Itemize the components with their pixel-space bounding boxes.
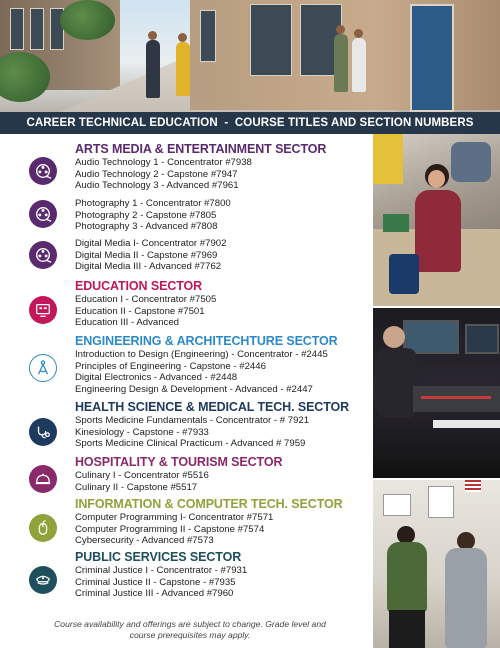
photo-student-face	[383, 326, 405, 348]
photo-flag	[465, 480, 481, 492]
course-group	[75, 198, 231, 233]
course-item: Photography 2 - Capstone #7805	[75, 209, 217, 221]
hero-window	[200, 10, 216, 62]
course-item: Sports Medicine Clinical Practicum - Advanced # 7959	[75, 438, 306, 450]
photo-student-pants	[389, 610, 425, 648]
course-item: Digital Media I- Concentrator #7902	[75, 238, 227, 249]
course-item: Audio Technology 3 - Advanced #7961	[75, 180, 239, 192]
film-reel-icon	[29, 200, 57, 228]
hero-window	[30, 8, 44, 50]
course-item: Sports Medicine Fundamentals - Concentrator - # 7921	[75, 415, 310, 426]
photo-wall-frame	[428, 486, 454, 518]
course-item: Photography 3 - Advanced #7808	[75, 221, 218, 233]
course-group	[75, 512, 273, 547]
compass-icon	[29, 354, 57, 382]
photo-student	[377, 348, 417, 418]
photo-student-uniform	[387, 542, 427, 612]
photo-column	[373, 134, 500, 648]
course-item: Criminal Justice I - Concentrator - #7931	[75, 565, 248, 576]
hero-student-head	[148, 31, 157, 40]
hero-student	[146, 40, 160, 98]
sector-title: HEALTH SCIENCE & MEDICAL TECH. SECTOR	[75, 400, 350, 414]
photo-criminal-justice	[373, 480, 500, 648]
hero-tree	[60, 0, 115, 40]
course-item: Photography 1 - Concentrator #7800	[75, 198, 231, 209]
course-item: Introduction to Design (Engineering) - Concentrator - #2445	[75, 349, 328, 360]
hero-student	[334, 34, 348, 92]
sector-title: EDUCATION SECTOR	[75, 279, 203, 293]
photo-circuit-board	[383, 214, 409, 232]
course-group	[75, 238, 226, 273]
photo-chair	[389, 254, 419, 294]
course-item: Culinary I - Concentrator #5516	[75, 470, 209, 481]
stethoscope-icon	[29, 418, 57, 446]
sector-title: ENGINEERING & ARCHITECHTURE SECTOR	[75, 334, 338, 348]
title-banner	[0, 112, 500, 134]
course-group	[75, 565, 247, 600]
course-item: Principles of Engineering - Capstone - #2446	[75, 360, 266, 372]
hero-campus-photo	[0, 0, 500, 112]
course-item: Digital Media III - Advanced #7762	[75, 261, 222, 273]
course-group	[75, 157, 252, 192]
photo-student-hoodie	[445, 548, 487, 648]
cloche-icon	[29, 465, 57, 493]
footnote-line: Course availability and offerings are subject to change. Grade level and	[54, 619, 326, 629]
course-group	[75, 470, 209, 493]
hero-student-head	[178, 33, 187, 42]
photo-student	[415, 190, 461, 272]
hero-student-head	[354, 29, 363, 38]
course-item: Criminal Justice III - Advanced #7960	[75, 588, 234, 600]
film-reel-icon	[29, 157, 57, 185]
photo-console-lights	[421, 396, 491, 399]
photo-wall-frame	[383, 494, 411, 516]
course-group	[75, 294, 216, 329]
photo-monitor	[465, 324, 499, 354]
film-reel-icon	[29, 241, 57, 269]
course-group	[75, 349, 328, 396]
course-item: Computer Programming I- Concentrator #7571	[75, 512, 274, 523]
photo-keyboard	[433, 420, 500, 428]
hero-shrub	[0, 52, 50, 102]
photo-audio-studio	[373, 308, 500, 478]
course-item: Digital Electronics - Advanced - #2448	[75, 372, 238, 384]
classroom-icon	[29, 296, 57, 324]
hero-window	[250, 4, 292, 76]
sector-title: HOSPITALITY & TOURISM SECTOR	[75, 455, 283, 469]
computer-mouse-icon	[29, 514, 57, 542]
course-item: Audio Technology 1 - Concentrator #7938	[75, 157, 252, 168]
hero-window	[10, 8, 24, 50]
photo-background-student	[451, 142, 491, 182]
course-item: Education II - Capstone #7501	[75, 305, 205, 317]
course-item: Education III - Advanced	[75, 317, 179, 329]
disclaimer-footnote	[40, 619, 340, 641]
hero-student	[352, 38, 366, 92]
photo-shelf	[373, 134, 403, 184]
course-group	[75, 415, 309, 450]
sector-title: ARTS MEDIA & ENTERTAINMENT SECTOR	[75, 142, 327, 156]
sector-title: INFORMATION & COMPUTER TECH. SECTOR	[75, 497, 343, 511]
hero-student-head	[336, 25, 345, 34]
police-cap-icon	[29, 566, 57, 594]
photo-mixing-console	[413, 386, 500, 412]
course-item: Computer Programming II - Capstone #7574	[75, 523, 265, 535]
photo-student-face	[428, 170, 445, 188]
course-item: Criminal Justice II - Capstone - #7935	[75, 576, 236, 588]
course-item: Culinary II - Capstone #5517	[75, 481, 198, 493]
course-item: Kinesiology - Capstone - #7933	[75, 426, 209, 438]
banner-title: CAREER TECHNICAL EDUCATION - COURSE TITLES AND SECTION NUMBERS	[26, 117, 474, 129]
hero-student	[176, 42, 190, 96]
course-item: Digital Media II - Capstone #7969	[75, 249, 218, 261]
course-item: Engineering Design & Development - Advanced - #2447	[75, 384, 313, 396]
hero-blue-door	[410, 4, 454, 112]
sector-title: PUBLIC SERVICES SECTOR	[75, 550, 242, 564]
photo-electronics-lab	[373, 134, 500, 306]
course-item: Education I - Concentrator #7505	[75, 294, 217, 305]
course-item: Audio Technology 2 - Capstone #7947	[75, 168, 238, 180]
course-item: Cybersecurity - Advanced #7573	[75, 535, 214, 547]
footnote-line: course prerequisites may apply.	[129, 630, 251, 640]
